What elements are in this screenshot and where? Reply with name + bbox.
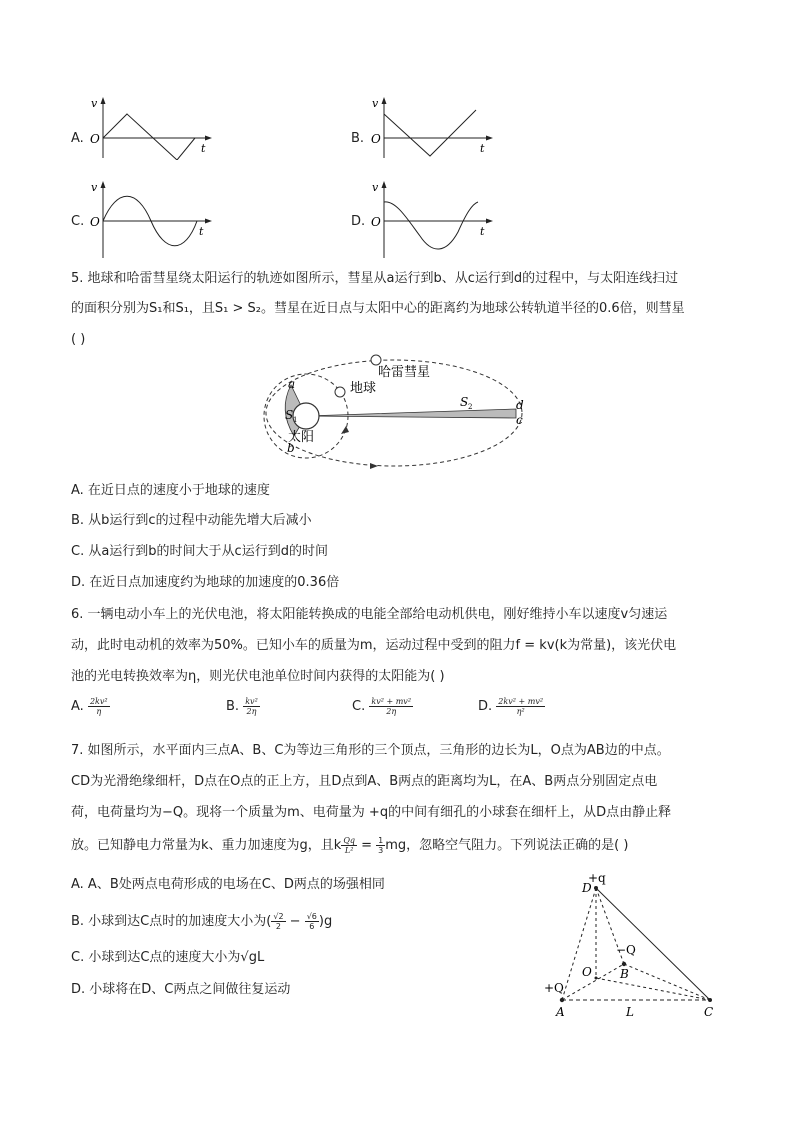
- q6-stem-line3: 池的光电转换效率为η，则光伏电池单位时间内获得的太阳能为( ): [71, 669, 445, 684]
- q7-option-b[interactable]: B. 小球到达C点时的加速度大小为( $\frac{√2}{2}$ − $\frac{√6}{6}$ )g: [71, 912, 333, 931]
- q5-stem-line3: ( ): [71, 332, 86, 347]
- graph-b-axis-v: v: [372, 97, 379, 110]
- graph-a-axis-t: t: [201, 142, 206, 155]
- graph-d-axis-t: t: [480, 225, 485, 238]
- q7-stem-line1: 7. 如图所示，水平面内三点A、B、C为等边三角形的三个顶点，三角形的边长为L，O点为AB边的中点。: [71, 743, 670, 758]
- orbit-figure: [258, 350, 538, 474]
- graph-a-label: A.: [71, 131, 84, 146]
- graph-c-axis-v: v: [91, 181, 98, 194]
- fig-point-d: D: [582, 881, 592, 895]
- q6-option-a[interactable]: A. $\frac{\text{2kv²}}{\eta}$: [71, 697, 108, 716]
- graph-d-label: D.: [351, 214, 366, 229]
- q7-option-d[interactable]: D. 小球将在D、C两点之间做往复运动: [71, 982, 291, 997]
- graph-c: [85, 180, 215, 260]
- fig-plus-q: +q: [588, 871, 606, 885]
- s2-label: S: [460, 395, 469, 409]
- s1-label: S: [285, 408, 294, 422]
- graph-c-label: C.: [71, 214, 85, 229]
- fig-point-o: O: [582, 965, 592, 979]
- q6-option-b[interactable]: B. $\frac{\text{kv²}}{2\eta}$: [226, 697, 258, 716]
- point-d: d: [516, 398, 524, 412]
- fig-side-l: L: [626, 1005, 634, 1019]
- q5-stem-line2: 的面积分别为S₁和S₁，且S₁ > S₂。彗星在近日点与太阳中心的距离约为地球公转轨道半径的0.6倍，则彗星: [71, 301, 685, 316]
- earth-label: 地球: [350, 381, 377, 396]
- graph-d-axis-v: v: [372, 181, 379, 194]
- q5-option-b[interactable]: B. 从b运行到c的过程中动能先增大后减小: [71, 513, 312, 528]
- graph-c-origin: O: [90, 215, 100, 229]
- graph-c-axis-t: t: [199, 225, 204, 238]
- q5-option-d[interactable]: D. 在近日点加速度约为地球的加速度的0.36倍: [71, 575, 340, 590]
- charge-figure: [540, 868, 730, 1020]
- comet-icon: [371, 355, 381, 365]
- point-b: b: [287, 441, 295, 455]
- point-a: a: [288, 377, 296, 391]
- graph-a: [85, 96, 215, 160]
- q7-stem-line4: 放。已知静电力常量为k、重力加速度为g，且k $\frac{Qq}{\text{L²}}$ = $\frac{1}{3}$ mg，忽略空气阻力。下列说法正确的是( ): [71, 836, 629, 855]
- q7-stem-line3: 荷，电荷量均为−Q。现将一个质量为m、电荷量为 +q的中间有细孔的小球套在细杆上，从D点由静止释: [71, 805, 672, 820]
- fig-point-c: C: [704, 1005, 714, 1019]
- graph-b-label: B.: [351, 131, 365, 146]
- graph-a-origin: O: [90, 132, 100, 146]
- q6-stem-line1: 6. 一辆电动小车上的光伏电池，将太阳能转换成的电能全部给电动机供电，刚好维持小车以速度v匀速运: [71, 607, 668, 622]
- comet-label: 哈雷彗星: [378, 365, 431, 380]
- graph-b: [366, 96, 496, 160]
- q6-option-c[interactable]: C. $\frac{\text{kv² + mv²}}{2\eta}$: [352, 697, 412, 716]
- q7-option-a[interactable]: A. A、B处两点电荷形成的电场在C、D两点的场强相同: [71, 877, 385, 892]
- fig-minus-q: −Q: [616, 943, 636, 957]
- q5-stem-line1: 5. 地球和哈雷彗星绕太阳运行的轨迹如图所示，彗星从a运行到b、从c运行到d的过程中，与太阳连线扫过: [71, 271, 679, 286]
- graph-b-origin: O: [371, 132, 381, 146]
- graph-d-origin: O: [371, 215, 381, 229]
- q7-option-c[interactable]: C. 小球到达C点的速度大小为√gL: [71, 950, 265, 965]
- graph-a-axis-v: v: [91, 97, 98, 110]
- q6-stem-line2: 动，此时电动机的效率为50%。已知小车的质量为m，运动过程中受到的阻力f = kv(k为常量)，该光伏电: [71, 638, 677, 653]
- q5-option-a[interactable]: A. 在近日点的速度小于地球的速度: [71, 483, 270, 498]
- sun-label: 太阳: [288, 430, 315, 445]
- graph-b-axis-t: t: [480, 142, 485, 155]
- fig-point-b: B: [620, 967, 629, 981]
- s2-sub: 2: [468, 403, 473, 411]
- q7-stem-line2: CD为光滑绝缘细杆，D点在O点的正上方，且D点到A、B两点的距离均为L，在A、B两点分别固定点电: [71, 774, 658, 789]
- fig-plus-big-q: +Q: [544, 981, 564, 995]
- graph-d: [366, 180, 496, 260]
- q5-option-c[interactable]: C. 从a运行到b的时间大于从c运行到d的时间: [71, 544, 328, 559]
- point-c: c: [516, 413, 523, 427]
- earth-icon: [335, 387, 345, 397]
- fig-point-a: A: [556, 1005, 565, 1019]
- q6-option-d[interactable]: D. $\frac{\text{2kv² + mv²}}{\text{η²}}$: [478, 697, 544, 716]
- s1-sub: 1: [293, 416, 298, 424]
